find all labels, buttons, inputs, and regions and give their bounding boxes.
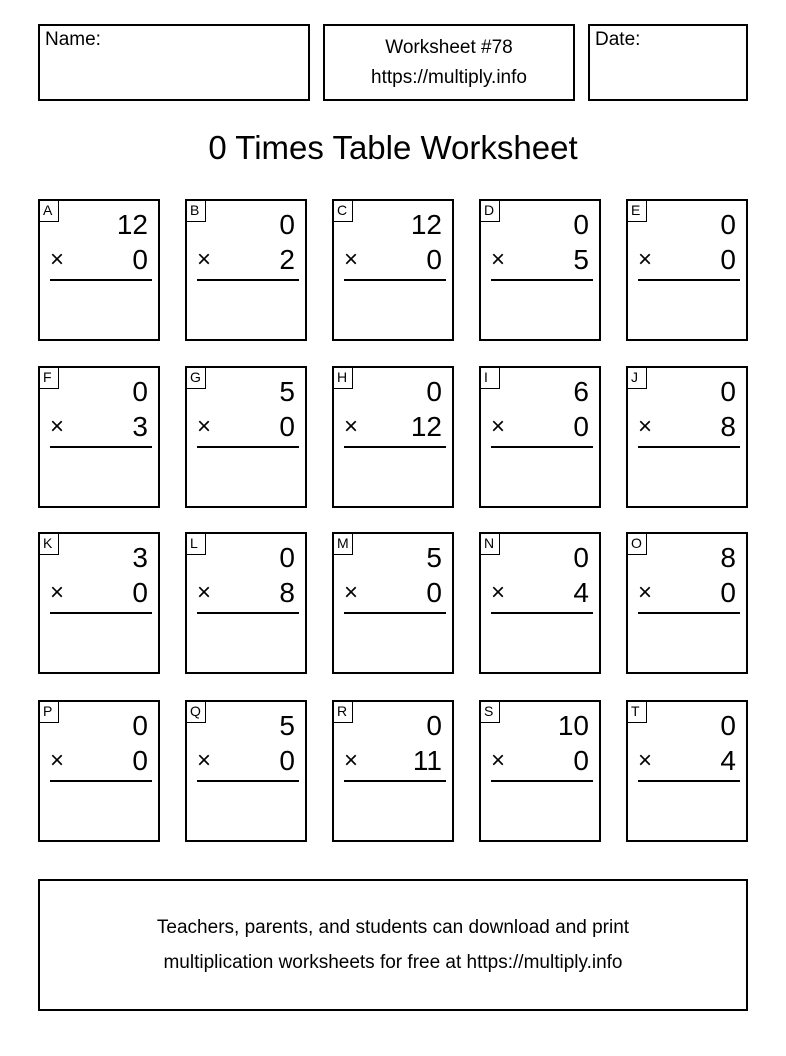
times-icon: × — [50, 579, 65, 606]
footer-line-1: Teachers, parents, and students can download and print — [156, 917, 630, 938]
problem-card[interactable] — [38, 366, 160, 508]
multiplicand: 0 — [426, 376, 442, 407]
answer-line — [491, 780, 593, 782]
answer-line — [50, 612, 152, 614]
answer-line — [344, 780, 446, 782]
problem-card[interactable] — [479, 366, 601, 508]
multiplier: 0 — [279, 411, 295, 442]
problem-letter: H — [333, 367, 353, 389]
worksheet-info-box — [323, 24, 575, 101]
problem-letter: T — [627, 701, 647, 723]
problem-letter: G — [186, 367, 206, 389]
multiplicand: 0 — [720, 376, 736, 407]
multiplicand: 0 — [720, 209, 736, 240]
multiplicand: 0 — [720, 710, 736, 741]
multiplier: 4 — [573, 577, 589, 608]
problem-card[interactable] — [626, 199, 748, 341]
multiplicand: 0 — [132, 376, 148, 407]
problem-card[interactable] — [626, 532, 748, 674]
times-icon: × — [197, 579, 212, 606]
multiplier: 4 — [720, 745, 736, 776]
answer-line — [197, 780, 299, 782]
multiplicand: 0 — [279, 542, 295, 573]
multiplicand: 12 — [410, 209, 442, 240]
problem-letter: I — [480, 367, 500, 389]
problem-letter: B — [186, 200, 206, 222]
problem-card[interactable] — [332, 199, 454, 341]
times-icon: × — [638, 246, 653, 273]
worksheet-number: Worksheet #78 — [385, 36, 513, 58]
times-icon: × — [344, 246, 359, 273]
problem-letter: E — [627, 200, 647, 222]
problem-card[interactable] — [185, 532, 307, 674]
multiplicand: 3 — [132, 542, 148, 573]
multiplier: 5 — [573, 244, 589, 275]
multiplier: 0 — [426, 244, 442, 275]
multiplier: 0 — [132, 577, 148, 608]
multiplier: 0 — [426, 577, 442, 608]
times-icon: × — [491, 747, 506, 774]
multiplier: 0 — [720, 244, 736, 275]
multiplicand: 8 — [720, 542, 736, 573]
problem-card[interactable] — [479, 532, 601, 674]
multiplicand: 5 — [279, 710, 295, 741]
problem-letter: L — [186, 533, 206, 555]
name-field[interactable] — [38, 24, 310, 101]
multiplier: 0 — [132, 745, 148, 776]
website-url: https://multiply.info — [371, 66, 527, 88]
problem-letter: P — [39, 701, 59, 723]
answer-line — [638, 446, 740, 448]
problem-card[interactable] — [332, 366, 454, 508]
problem-card[interactable] — [626, 700, 748, 842]
multiplier: 0 — [132, 244, 148, 275]
answer-line — [638, 780, 740, 782]
multiplier: 0 — [720, 577, 736, 608]
problem-letter: J — [627, 367, 647, 389]
times-icon: × — [344, 413, 359, 440]
multiplicand: 0 — [279, 209, 295, 240]
times-icon: × — [491, 246, 506, 273]
problem-card[interactable] — [626, 366, 748, 508]
multiplier: 0 — [573, 745, 589, 776]
multiplier: 0 — [573, 411, 589, 442]
multiplicand: 0 — [426, 710, 442, 741]
problem-letter: D — [480, 200, 500, 222]
multiplier: 11 — [412, 745, 442, 776]
times-icon: × — [197, 246, 212, 273]
name-label: Name: — [45, 29, 101, 50]
problem-letter: Q — [186, 701, 206, 723]
problem-letter: M — [333, 533, 353, 555]
problem-letter: N — [480, 533, 500, 555]
times-icon: × — [50, 413, 65, 440]
multiplicand: 12 — [116, 209, 148, 240]
answer-line — [491, 279, 593, 281]
problem-card[interactable] — [38, 532, 160, 674]
problem-letter: R — [333, 701, 353, 723]
times-icon: × — [638, 747, 653, 774]
multiplicand: 6 — [573, 376, 589, 407]
answer-line — [197, 279, 299, 281]
answer-line — [638, 612, 740, 614]
answer-line — [344, 446, 446, 448]
date-label: Date: — [595, 29, 641, 50]
multiplicand: 0 — [573, 542, 589, 573]
answer-line — [491, 612, 593, 614]
problem-card[interactable] — [479, 199, 601, 341]
multiplicand: 5 — [426, 542, 442, 573]
problem-letter: S — [480, 701, 500, 723]
problem-letter: O — [627, 533, 647, 555]
answer-line — [50, 780, 152, 782]
problem-letter: F — [39, 367, 59, 389]
answer-line — [638, 279, 740, 281]
times-icon: × — [344, 747, 359, 774]
multiplicand: 10 — [557, 710, 589, 741]
multiplicand: 5 — [279, 376, 295, 407]
answer-line — [50, 446, 152, 448]
multiplier: 8 — [279, 577, 295, 608]
times-icon: × — [50, 747, 65, 774]
multiplier: 8 — [720, 411, 736, 442]
page-title: 0 Times Table Worksheet — [208, 129, 578, 166]
problem-letter: K — [39, 533, 59, 555]
problem-card[interactable] — [479, 700, 601, 842]
answer-line — [344, 279, 446, 281]
multiplicand: 0 — [132, 710, 148, 741]
answer-line — [491, 446, 593, 448]
multiplier: 12 — [410, 411, 442, 442]
problem-letter: A — [39, 200, 59, 222]
problem-card[interactable] — [185, 700, 307, 842]
problem-card[interactable] — [332, 700, 454, 842]
multiplier: 3 — [132, 411, 148, 442]
times-icon: × — [344, 579, 359, 606]
times-icon: × — [491, 413, 506, 440]
times-icon: × — [197, 747, 212, 774]
multiplicand: 0 — [573, 209, 589, 240]
problem-card[interactable] — [185, 199, 307, 341]
problem-letter: C — [333, 200, 353, 222]
problem-card[interactable] — [332, 532, 454, 674]
times-icon: × — [197, 413, 212, 440]
multiplier: 2 — [279, 244, 295, 275]
problem-card[interactable] — [38, 700, 160, 842]
times-icon: × — [491, 579, 506, 606]
answer-line — [50, 279, 152, 281]
problem-card[interactable] — [185, 366, 307, 508]
footer-box — [38, 879, 748, 1011]
times-icon: × — [638, 579, 653, 606]
multiplier: 0 — [279, 745, 295, 776]
times-icon: × — [50, 246, 65, 273]
problem-card[interactable] — [38, 199, 160, 341]
date-field[interactable] — [588, 24, 748, 101]
answer-line — [197, 446, 299, 448]
times-icon: × — [638, 413, 653, 440]
answer-line — [344, 612, 446, 614]
answer-line — [197, 612, 299, 614]
footer-line-2: multiplication worksheets for free at https://multiply.info — [163, 952, 623, 973]
